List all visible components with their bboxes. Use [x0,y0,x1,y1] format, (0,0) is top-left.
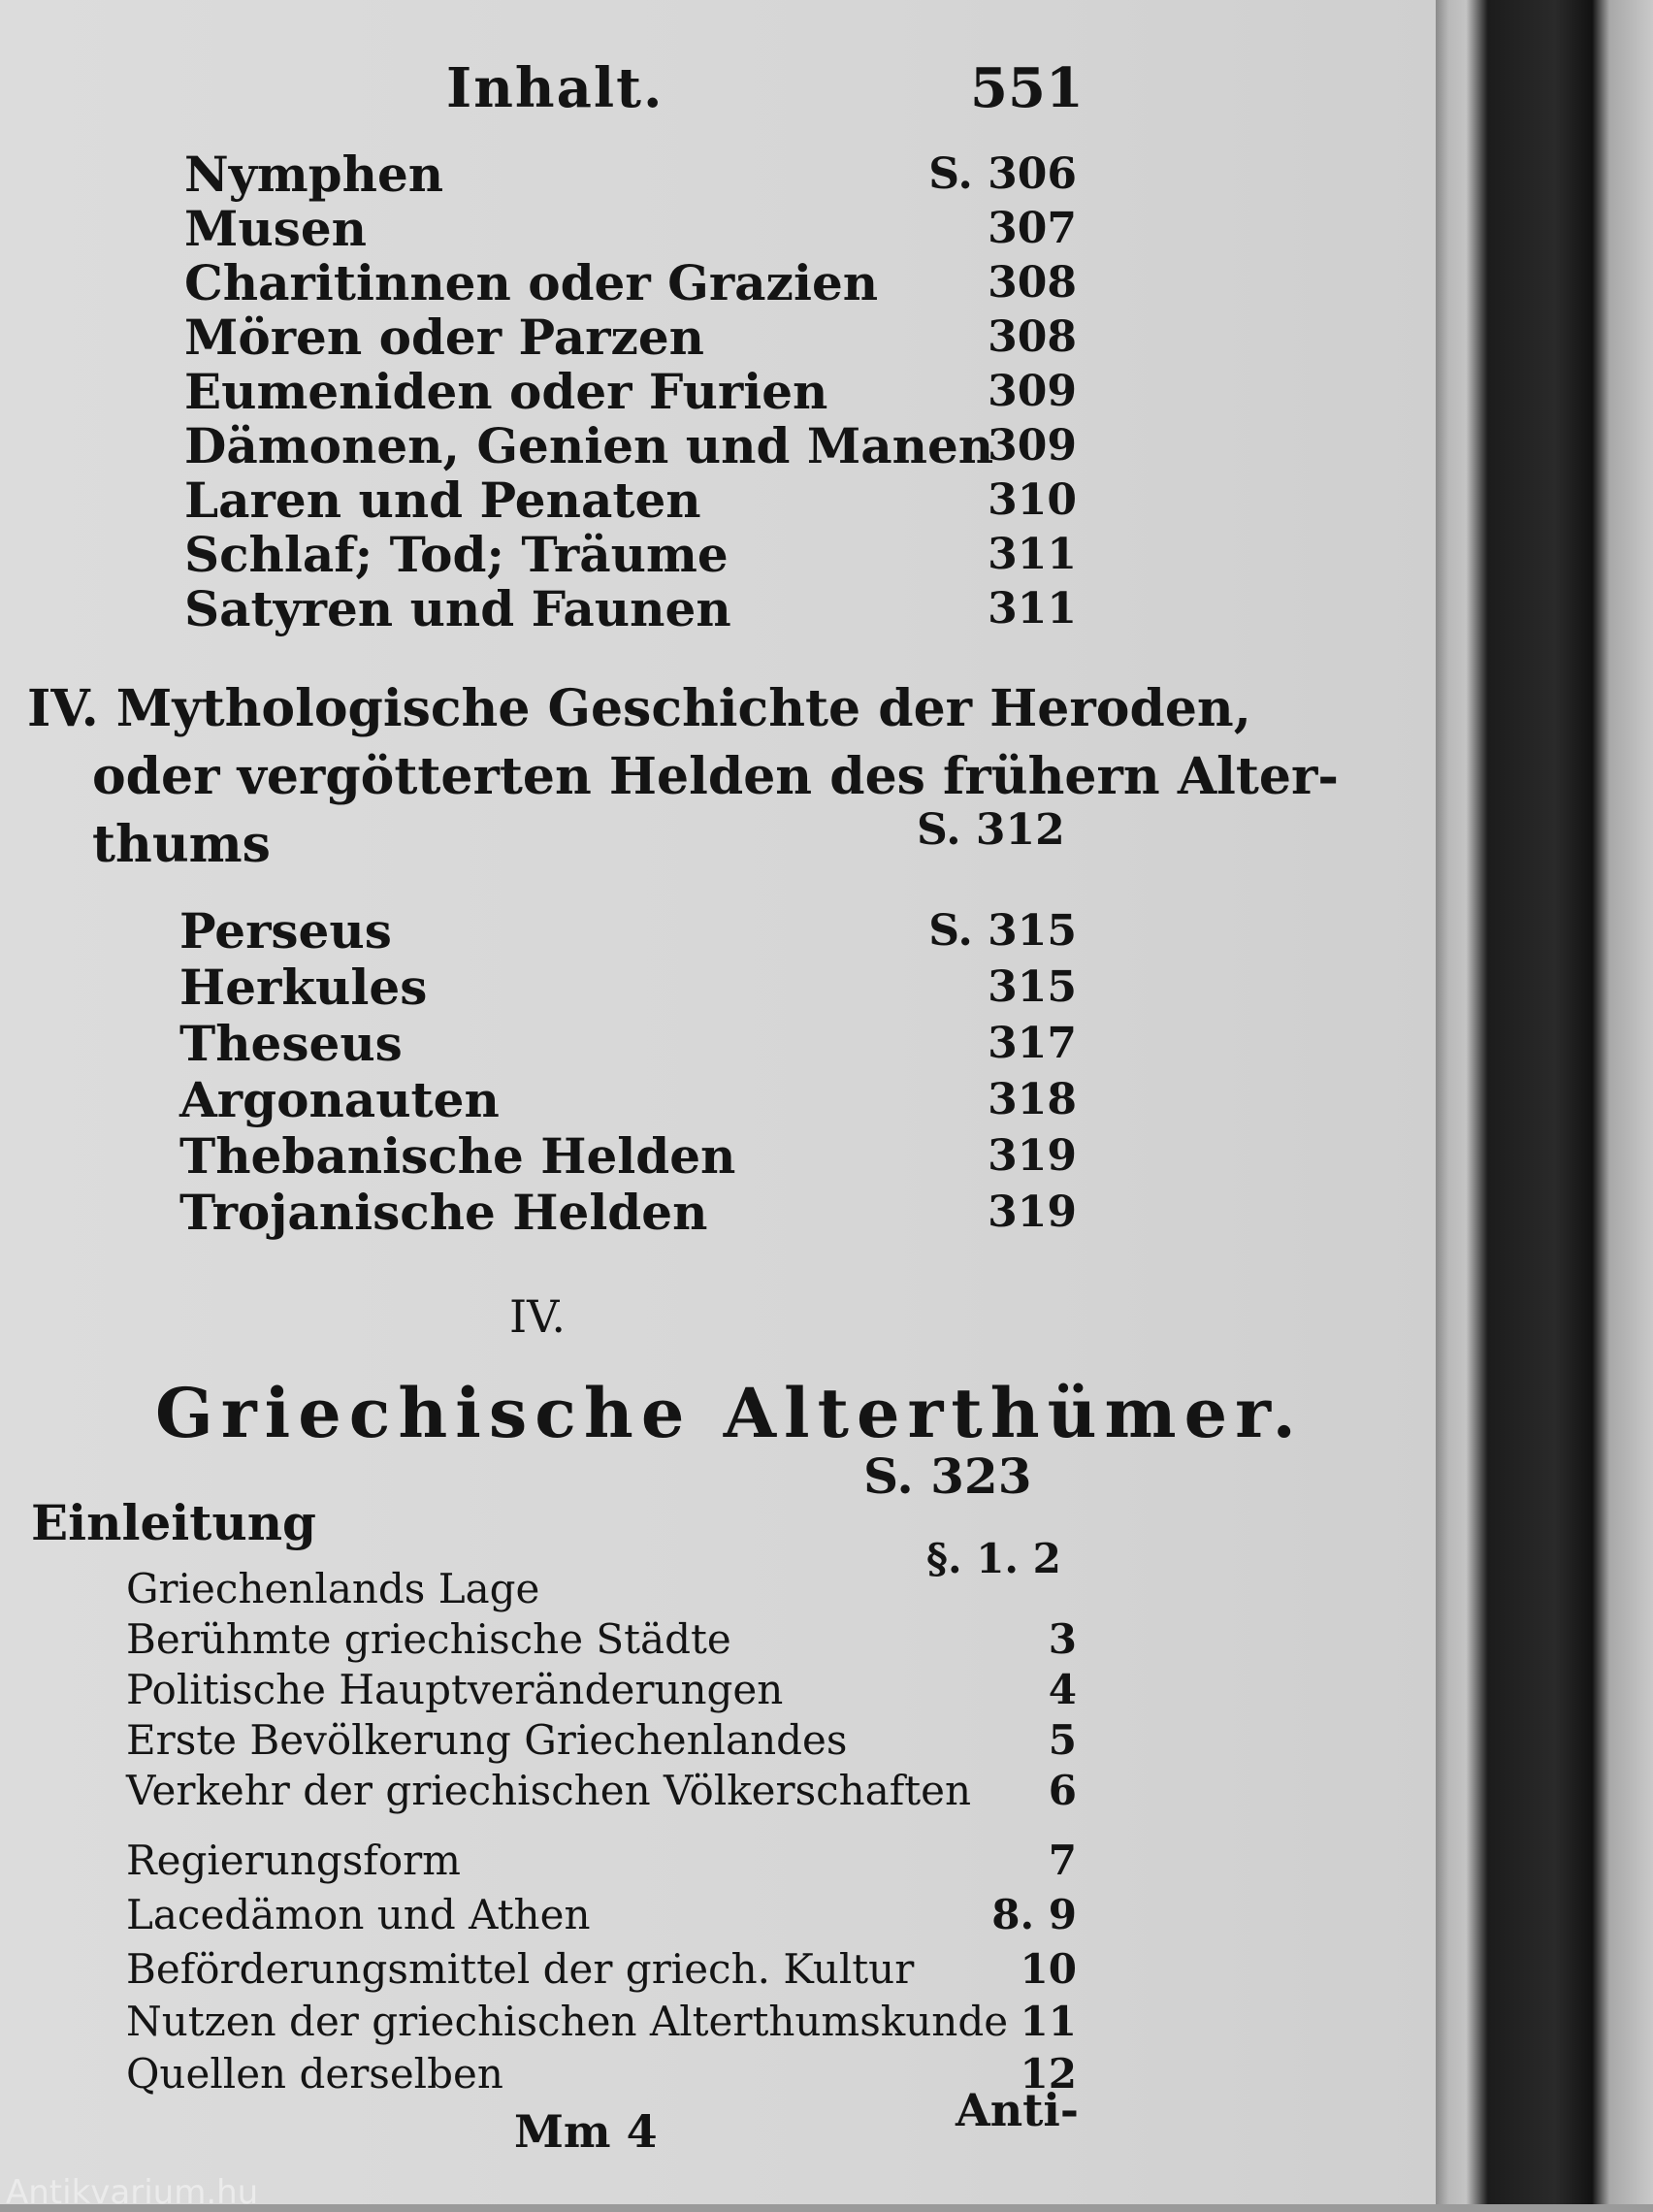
toc-entry [0,1186,1077,1240]
toc-entry [0,310,1077,365]
toc-page: 309 [988,367,1077,416]
toc-page: 8. 9 [991,1891,1077,1938]
toc-page: 311 [988,530,1077,579]
section-heading-page: S. 312 [917,805,1065,855]
toc-entry [0,1129,1077,1184]
toc-title: Nymphen [184,146,444,203]
toc-entry [0,1942,1077,1997]
toc-entry [0,202,1077,256]
toc-title: Lacedämon und Athen [126,1891,591,1938]
toc-page: 310 [988,475,1077,525]
toc-entry [0,256,1077,310]
toc-entry [0,1073,1077,1127]
toc-page: 319 [988,1131,1077,1181]
toc-title: Quellen derselben [126,2050,503,2098]
toc-title: Griechenlands Lage [126,1565,540,1612]
intro-page: S. 323 [863,1448,1032,1505]
toc-title: Musen [184,200,368,257]
toc-entry [0,960,1077,1015]
toc-title: Charitinnen oder Grazien [184,254,879,311]
section-heading-line-2: oder vergötterten Helden des frühern Alter- [92,747,1339,806]
toc-page: 11 [1020,1998,1077,2045]
toc-entry [0,473,1077,528]
toc-page: 4 [1048,1666,1077,1713]
toc-title: Schlaf; Tod; Träume [184,526,729,583]
toc-entry [0,419,1077,473]
toc-page: 12 [1020,2050,1077,2098]
section-heading-line-1: IV. Mythologische Geschichte der Heroden, [27,679,1251,738]
toc-entry [0,1612,1077,1667]
toc-title: Herkules [179,959,428,1016]
toc-title: Thebanische Helden [179,1127,736,1185]
toc-entry [0,582,1077,636]
toc-page: 317 [988,1019,1077,1068]
toc-title: Politische Hauptveränderungen [126,1666,784,1713]
toc-title: Regierungsform [126,1837,462,1884]
toc-title: Nutzen der griechischen Alterthumskunde [126,1998,1009,2045]
intro-title: Einleitung [31,1494,317,1551]
toc-entry [0,1995,1077,2049]
toc-title: Erste Bevölkerung Griechenlandes [126,1716,848,1764]
toc-page: 315 [988,962,1077,1012]
toc-page: 6 [1048,1767,1077,1814]
book-binding [1436,0,1653,2204]
toc-page: 7 [1048,1837,1077,1884]
toc-page: 308 [988,258,1077,308]
toc-entry [0,528,1077,582]
part-number: IV. [509,1290,566,1343]
toc-title: Theseus [179,1015,403,1072]
toc-page: 5 [1048,1716,1077,1764]
toc-title: Verkehr der griechischen Völkerschaften [126,1767,972,1814]
toc-title: Berühmte griechische Städte [126,1615,731,1663]
running-head-title: Inhalt. [446,56,664,120]
toc-entry [0,365,1077,419]
toc-title: Perseus [179,902,392,960]
toc-entry [0,147,1077,202]
toc-page: S. 315 [928,906,1077,956]
toc-title: Argonauten [179,1071,500,1128]
part-title: Griechische Alterthümer. [155,1373,1304,1453]
toc-entry [0,1562,1077,1616]
signature-mark: Mm 4 [514,2105,658,2158]
toc-page: 311 [988,584,1077,634]
toc-page: 319 [988,1187,1077,1237]
toc-title: Trojanische Helden [179,1184,708,1241]
toc-title: Dämonen, Genien und Manen [184,417,994,474]
toc-page: 10 [1020,1945,1077,1993]
toc-entry [0,1663,1077,1717]
toc-title: Beförderungsmittel der griech. Kultur [126,1945,915,1993]
toc-entry [0,1017,1077,1071]
toc-entry [0,1888,1077,1942]
toc-page: 3 [1048,1615,1077,1663]
toc-page: 307 [988,204,1077,253]
toc-entry [0,904,1077,959]
toc-page: 309 [988,421,1077,471]
toc-title: Satyren und Faunen [184,580,731,637]
section-heading-line-3: thums [92,815,271,874]
toc-page: S. 306 [928,149,1077,199]
toc-entry [0,1764,1077,1818]
toc-title: Laren und Penaten [184,472,701,529]
watermark: Antikvarium.hu [6,2173,259,2212]
page-number: 551 [970,56,1084,120]
toc-title: Eumeniden oder Furien [184,363,828,420]
toc-entry [0,1834,1077,1888]
catchword: Anti- [956,2084,1079,2136]
intro-section-label: §. 1. 2 [926,1535,1061,1582]
toc-title: Mören oder Parzen [184,309,705,366]
toc-page: 318 [988,1075,1077,1124]
toc-entry [0,2047,1077,2101]
toc-entry [0,1713,1077,1768]
toc-page: 308 [988,312,1077,362]
